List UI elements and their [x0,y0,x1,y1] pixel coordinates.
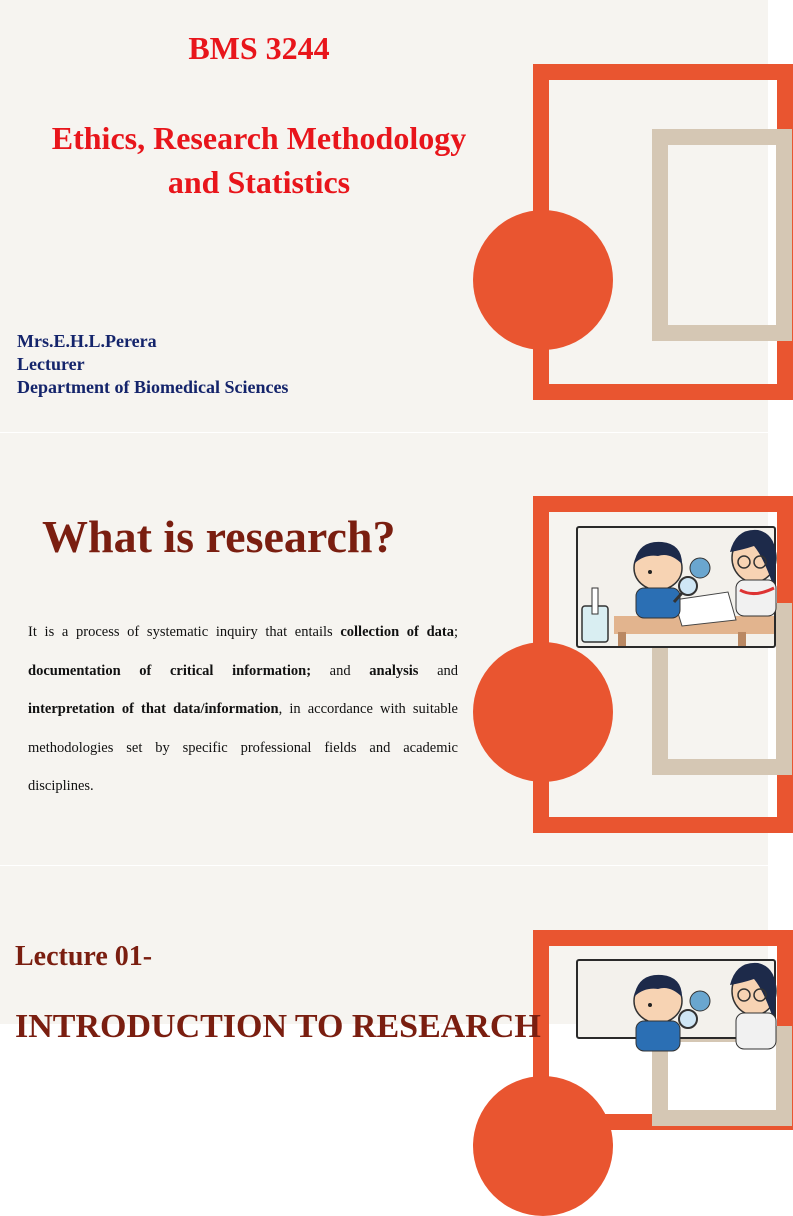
course-title-line-2: and Statistics [167,164,351,200]
orange-circle-decoration [473,642,613,782]
slide-heading: What is research? [42,511,396,562]
lecture-topic: INTRODUCTION TO RESEARCH [15,1008,541,1045]
title-slide [0,0,768,432]
orange-circle-decoration [473,210,613,350]
definition-slide [0,433,768,865]
definition-bold-3: analysis [369,662,419,679]
research-definition [28,613,458,806]
lecture-label: Lecture 01- [15,941,153,972]
presenter-department: Department of Biomedical Sciences [17,377,289,397]
illustration-graphic [578,961,774,1039]
orange-circle-decoration [473,1076,613,1216]
definition-text-2: ; [453,624,458,640]
presenter-name: Mrs.E.H.L.Perera [17,331,157,351]
presenter-info [17,330,288,399]
definition-text-4: and [418,662,459,679]
course-title [0,116,518,204]
tan-frame-decoration [652,129,792,341]
lecture-slide [0,866,768,1045]
presenter-role: Lecturer [17,354,85,374]
children-research-illustration [576,959,776,1039]
course-code: BMS 3244 [188,30,330,66]
definition-text-3: and [311,662,370,679]
course-title-line-1: Ethics, Research Methodology [51,120,467,156]
definition-text-1: It is a process of systematic inquiry that entails [28,624,341,640]
definition-bold-4: interpretation of that data/information [28,701,279,717]
children-research-illustration [576,526,776,648]
definition-bold-1: collection of data [340,624,454,640]
definition-bold-2: documentation of critical information; [28,662,312,679]
definition-text-5: , in accordance with suitable methodologies set by specific professional fields and academic disciplines. [28,701,458,794]
illustration-graphic [578,528,774,646]
